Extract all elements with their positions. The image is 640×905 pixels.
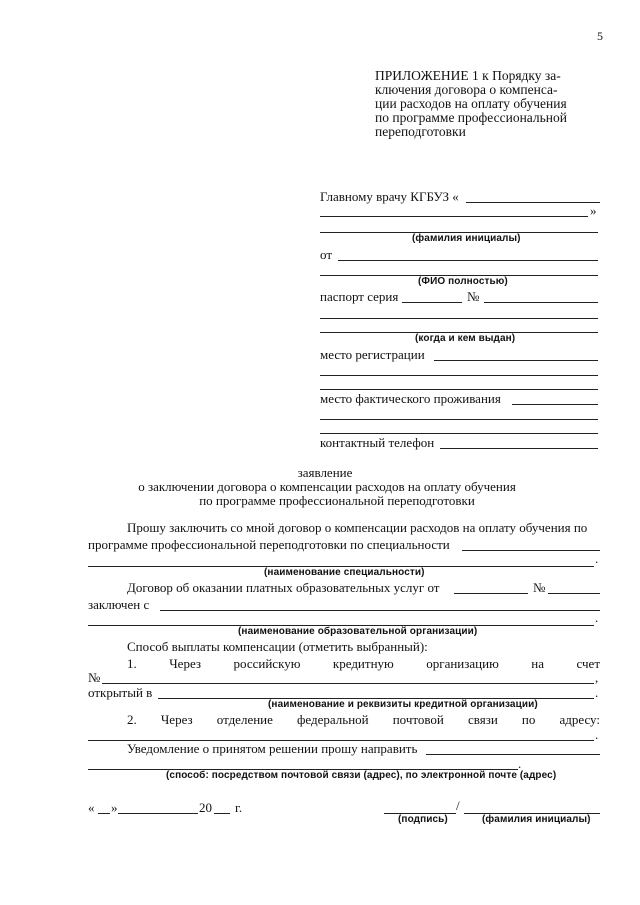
- contract-date-field[interactable]: [454, 579, 528, 594]
- caption-full-name: (ФИО полностью): [418, 276, 508, 287]
- passport-series-label: паспорт серия: [320, 289, 399, 304]
- postal-dot: .: [595, 727, 599, 742]
- clinic-name-field[interactable]: [466, 188, 600, 203]
- applicant-name-field-cont[interactable]: [320, 261, 598, 276]
- date-month-field[interactable]: [118, 799, 198, 814]
- notify-method-field-cont[interactable]: [88, 755, 518, 770]
- request-line-2: программе профессиональной переподготовки по специальности: [88, 537, 450, 552]
- appendix-line-1: ПРИЛОЖЕНИЕ 1 к Порядку за-: [375, 68, 561, 83]
- notify-method-field[interactable]: [426, 740, 600, 755]
- signature-field[interactable]: [384, 799, 456, 814]
- passport-series-field[interactable]: [402, 288, 462, 303]
- page-number: 5: [597, 29, 603, 43]
- signature-name-field[interactable]: [464, 799, 600, 814]
- opened-in-label: открытый в: [88, 685, 153, 700]
- passport-number-field[interactable]: [484, 288, 598, 303]
- account-number-field[interactable]: [102, 669, 594, 684]
- caption-name-initials: (фамилия инициалы): [412, 233, 521, 244]
- specialty-field[interactable]: [462, 536, 600, 551]
- concluded-with-label: заключен с: [88, 597, 150, 612]
- appendix-line-5: переподготовки: [375, 124, 466, 139]
- closing-quote: »: [590, 203, 597, 218]
- caption-institution: (наименование образовательной организации): [238, 626, 478, 637]
- passport-number-sign: №: [467, 289, 480, 304]
- chief-doctor-name-field[interactable]: [320, 218, 598, 233]
- document-title: заявление: [297, 465, 353, 480]
- postal-address-field[interactable]: [88, 726, 594, 741]
- residence-field[interactable]: [512, 390, 598, 405]
- account-comma: ,: [595, 670, 599, 685]
- notify-label: Уведомление о принятом решении прошу направить: [127, 741, 418, 756]
- account-number-sign: №: [88, 670, 101, 685]
- contract-number-field[interactable]: [548, 579, 600, 594]
- passport-issued-field-cont[interactable]: [320, 318, 598, 333]
- caption-method: (способ: посредством почтовой связи (адрес), по электронной почте (адрес): [166, 770, 557, 781]
- phone-field[interactable]: [440, 434, 598, 449]
- bank-dot: .: [595, 685, 599, 700]
- title-line-1: о заключении договора о компенсации расходов на оплату обучения: [138, 479, 516, 494]
- contract-label: Договор об оказании платных образовательных услуг от: [127, 580, 440, 595]
- residence-label: место фактического проживания: [320, 391, 501, 406]
- phone-label: контактный телефон: [320, 435, 435, 450]
- signature-slash: /: [456, 798, 460, 813]
- clinic-name-field-cont[interactable]: [320, 202, 588, 217]
- residence-field-cont-2[interactable]: [320, 419, 598, 434]
- residence-field-cont[interactable]: [320, 405, 598, 420]
- from-label: от: [320, 247, 333, 262]
- applicant-name-field[interactable]: [338, 246, 598, 261]
- payment-method-label: Способ выплаты компенсации (отметить выбранный):: [127, 639, 428, 654]
- institution-field-cont[interactable]: [88, 611, 594, 626]
- caption-specialty: (наименование специальности): [264, 567, 425, 578]
- bank-field[interactable]: [158, 684, 594, 699]
- registration-label: место регистрации: [320, 347, 425, 362]
- date-year-field[interactable]: [214, 799, 230, 814]
- date-open-quote: «: [88, 800, 95, 815]
- institution-dot: .: [595, 610, 599, 625]
- addressee-label: Главному врачу КГБУЗ «: [320, 189, 459, 204]
- appendix-line-3: ции расходов на оплату обучения: [375, 96, 567, 111]
- option-1-text: 1. Через российскую кредитную организацию на счет: [127, 656, 600, 671]
- institution-field[interactable]: [160, 596, 600, 611]
- year-suffix: г.: [235, 800, 243, 815]
- registration-field[interactable]: [434, 346, 598, 361]
- passport-issued-field[interactable]: [320, 304, 598, 319]
- option-1-number: 1.: [127, 656, 137, 671]
- specialty-field-cont[interactable]: [88, 552, 594, 567]
- date-close-quote: »: [111, 800, 118, 815]
- contract-number-sign: №: [533, 580, 546, 595]
- title-line-2: по программе профессиональной переподготовки: [199, 493, 475, 508]
- year-prefix: 20: [199, 800, 212, 815]
- caption-issued: (когда и кем выдан): [415, 333, 516, 344]
- request-line-1: Прошу заключить со мной договор о компенсации расходов на оплату обучения по: [127, 520, 588, 535]
- option-2-text: 2. Через отделение федеральной почтовой связи по адресу:: [127, 712, 600, 727]
- registration-field-cont-2[interactable]: [320, 375, 598, 390]
- caption-signature-name: (фамилия инициалы): [482, 814, 591, 825]
- caption-bank: (наименование и реквизиты кредитной организации): [268, 699, 538, 710]
- appendix-line-2: ключения договора о компенса-: [375, 82, 558, 97]
- date-day-field[interactable]: [98, 799, 110, 814]
- caption-signature: (подпись): [398, 814, 448, 825]
- specialty-dot: .: [595, 551, 599, 566]
- appendix-line-4: по программе профессиональной: [375, 110, 567, 125]
- option-2-number: 2.: [127, 712, 137, 727]
- registration-field-cont[interactable]: [320, 361, 598, 376]
- notify-dot: .: [518, 756, 522, 771]
